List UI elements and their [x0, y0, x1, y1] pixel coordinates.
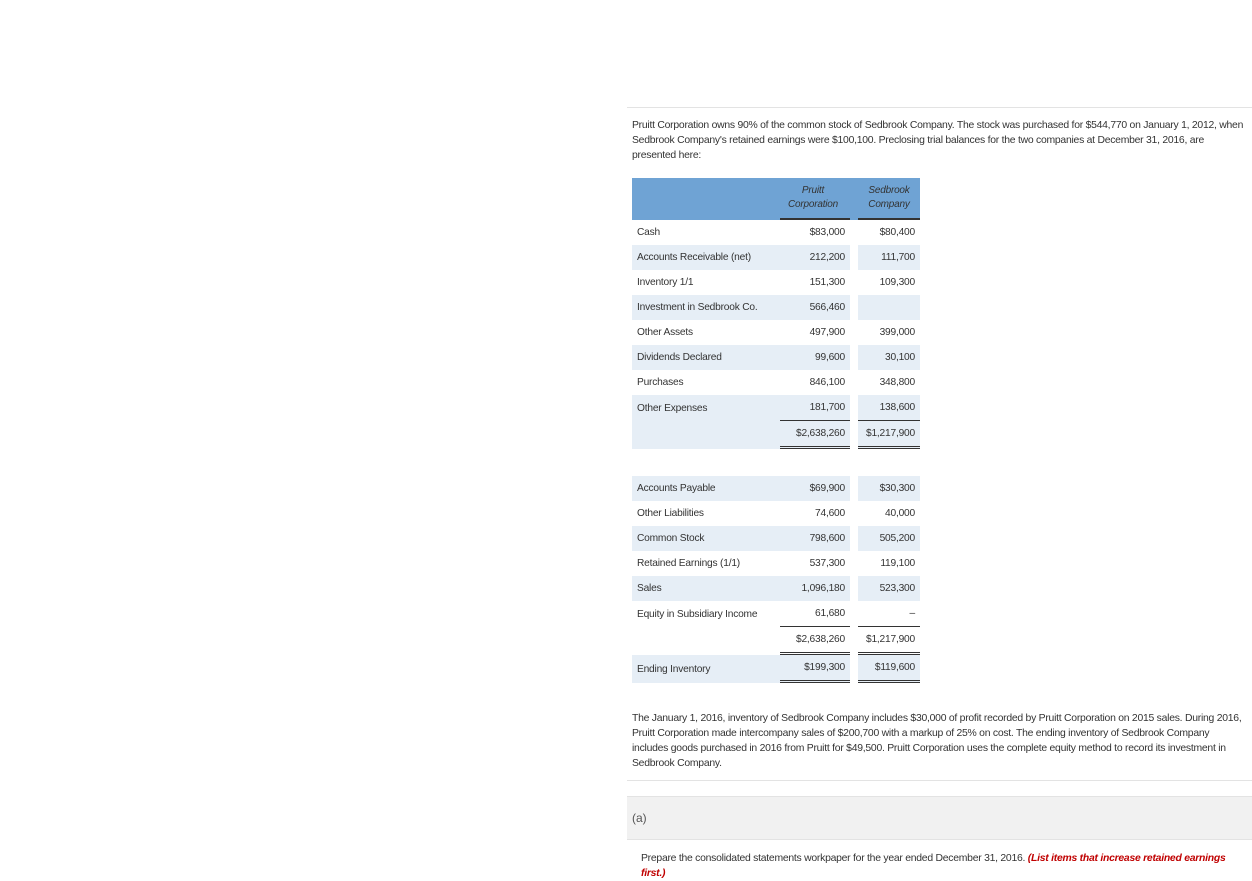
table-row [632, 551, 920, 576]
table-row [632, 576, 920, 601]
row-label: Dividends Declared [632, 345, 780, 370]
table-row [632, 476, 920, 501]
row-pruitt-value: 537,300 [780, 551, 850, 576]
header-blank [632, 178, 780, 220]
ending-inventory-label: Ending Inventory [632, 655, 780, 683]
part-label: (a) [632, 811, 647, 825]
debit-total-sedbrook: $1,217,900 [858, 421, 920, 449]
table-row [632, 220, 920, 245]
credit-total-pruitt: $2,638,260 [780, 627, 850, 655]
row-sedbrook-value: 40,000 [858, 501, 920, 526]
table-header-row [632, 178, 920, 220]
row-pruitt-value: 846,100 [780, 370, 850, 395]
row-pruitt-value: $69,900 [780, 476, 850, 501]
header-pruitt: Pruitt Corporation [780, 178, 850, 220]
row-pruitt-value: 566,460 [780, 295, 850, 320]
top-divider [627, 107, 1252, 108]
table-row [632, 395, 920, 421]
problem-intro: Pruitt Corporation owns 90% of the common stock of Sedbrook Company. The stock was purchased for $544,770 on January 1, 2012, when Sedbrook Company's retained earnings were $100,100. Preclosing trial balances for the two companies at December 31, 2016, are presented here: [632, 120, 1244, 161]
row-label: Other Expenses [632, 395, 780, 421]
credit-section [632, 476, 920, 627]
row-pruitt-value: 99,600 [780, 345, 850, 370]
row-pruitt-value: 74,600 [780, 501, 850, 526]
row-pruitt-value: 61,680 [780, 601, 850, 627]
table-row [632, 370, 920, 395]
instruction-text: Prepare the consolidated statements workpaper for the year ended December 31, 2016. [641, 853, 1026, 864]
row-sedbrook-value: 119,100 [858, 551, 920, 576]
row-pruitt-value: 497,900 [780, 320, 850, 345]
table-row [632, 295, 920, 320]
table-row [632, 501, 920, 526]
table-row [632, 245, 920, 270]
row-label: Inventory 1/1 [632, 270, 780, 295]
row-label: Other Liabilities [632, 501, 780, 526]
credit-total-row [632, 627, 920, 655]
row-sedbrook-value: $80,400 [858, 220, 920, 245]
row-sedbrook-value: 30,100 [858, 345, 920, 370]
row-label: Equity in Subsidiary Income [632, 601, 780, 627]
row-label: Other Assets [632, 320, 780, 345]
row-label: Sales [632, 576, 780, 601]
part-a-bar [627, 796, 1252, 840]
row-label: Purchases [632, 370, 780, 395]
row-sedbrook-value: $30,300 [858, 476, 920, 501]
row-pruitt-value: 212,200 [780, 245, 850, 270]
row-sedbrook-value: 523,300 [858, 576, 920, 601]
ending-inventory-sedbrook: $119,600 [858, 655, 920, 683]
row-sedbrook-value: 348,800 [858, 370, 920, 395]
row-sedbrook-value: 505,200 [858, 526, 920, 551]
row-sedbrook-value: 399,000 [858, 320, 920, 345]
table-row [632, 526, 920, 551]
ending-inventory-row [632, 655, 920, 683]
debit-total-row [632, 421, 920, 449]
row-label: Investment in Sedbrook Co. [632, 295, 780, 320]
table-row [632, 320, 920, 345]
row-pruitt-value: 181,700 [780, 395, 850, 421]
trial-balance-table [632, 178, 920, 683]
credit-total-sedbrook: $1,217,900 [858, 627, 920, 655]
ending-inventory-pruitt: $199,300 [780, 655, 850, 683]
row-sedbrook-value: 138,600 [858, 395, 920, 421]
debit-total-pruitt: $2,638,260 [780, 421, 850, 449]
row-pruitt-value: 1,096,180 [780, 576, 850, 601]
row-pruitt-value: 798,600 [780, 526, 850, 551]
row-pruitt-value: $83,000 [780, 220, 850, 245]
row-sedbrook-value [858, 295, 920, 320]
row-label: Accounts Receivable (net) [632, 245, 780, 270]
instruction [641, 851, 1241, 881]
row-label: Common Stock [632, 526, 780, 551]
row-sedbrook-value: 109,300 [858, 270, 920, 295]
header-sedbrook: Sedbrook Company [858, 178, 920, 220]
row-sedbrook-value: 111,700 [858, 245, 920, 270]
row-label: Cash [632, 220, 780, 245]
row-sedbrook-value: – [858, 601, 920, 627]
problem-details: The January 1, 2016, inventory of Sedbrook Company includes $30,000 of profit recorded by Pruitt Corporation on 2015 sales. During 2016, Pruitt Corporation made intercompany sales of $200,700 with a markup of 25% on cost. The ending inventory of Sedbrook Company includes goods purchased in 2016 from Pruitt for $49,500. Pruitt Corporation uses the complete equity method to record its investment in Sedbrook Company. [632, 713, 1242, 769]
row-label: Accounts Payable [632, 476, 780, 501]
row-pruitt-value: 151,300 [780, 270, 850, 295]
table-row [632, 270, 920, 295]
table-row [632, 601, 920, 627]
section-divider [627, 780, 1252, 781]
instruction-note: (List items that increase retained earnings first.) [641, 853, 1226, 879]
debit-section [632, 220, 920, 421]
table-row [632, 345, 920, 370]
row-label: Retained Earnings (1/1) [632, 551, 780, 576]
